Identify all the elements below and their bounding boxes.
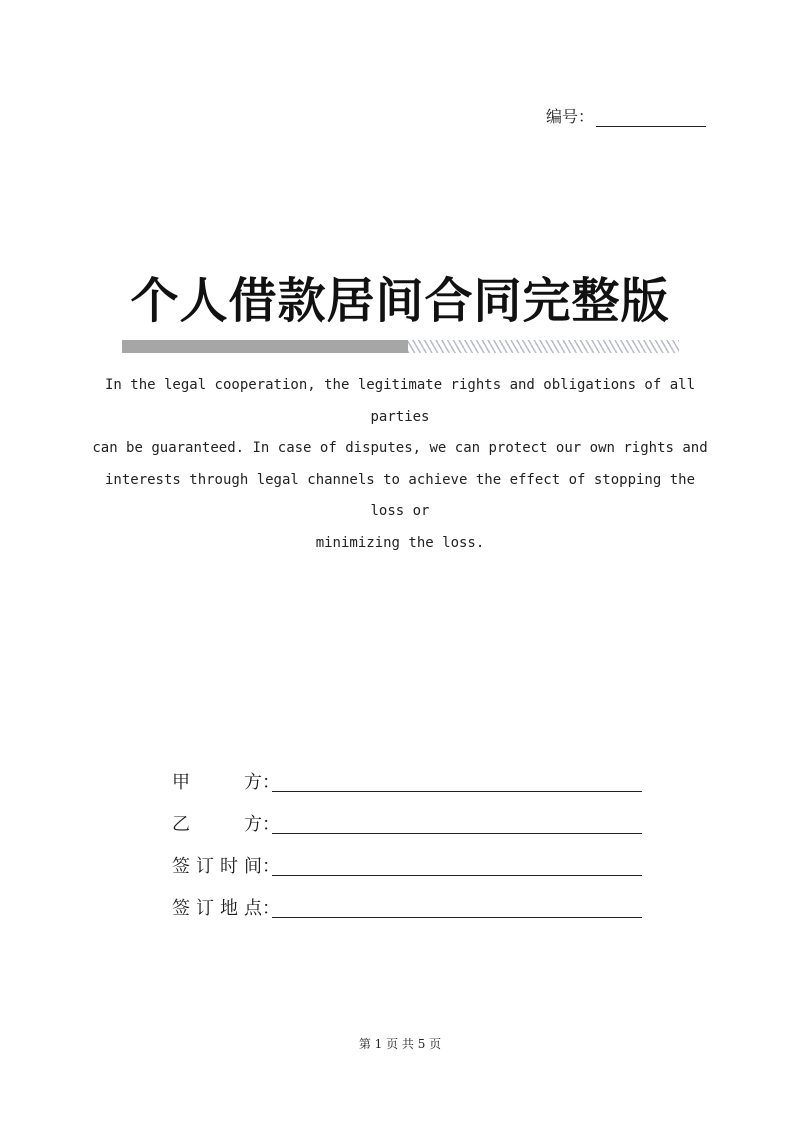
title-bar-hatch xyxy=(408,340,679,353)
signing-time-blank[interactable] xyxy=(272,853,642,876)
signing-time-colon: ： xyxy=(262,856,280,877)
party-b-colon: ： xyxy=(262,814,280,835)
page-number: 第 1 页 共 5 页 xyxy=(358,1037,442,1051)
signing-time-row xyxy=(172,836,642,878)
party-a-label: 甲 方 xyxy=(172,772,262,793)
intro-paragraph xyxy=(92,370,708,559)
party-a-colon: ： xyxy=(262,772,280,793)
party-b-row xyxy=(172,794,642,836)
intro-line: minimizing the loss. xyxy=(315,534,485,551)
intro-line: interests through legal channels to achieve the effect of stopping the loss or xyxy=(104,471,695,519)
signing-place-blank[interactable] xyxy=(272,895,642,918)
party-b-blank[interactable] xyxy=(272,811,642,834)
serial-number-label: 编号： xyxy=(546,107,595,126)
signing-place-row xyxy=(172,878,642,920)
signing-time-label: 签订时间 xyxy=(172,856,262,877)
document-title: 个人借款居间合同完整版 xyxy=(130,273,670,329)
title-decorative-bar xyxy=(122,340,679,353)
title-bar-solid xyxy=(122,340,408,353)
serial-number-field xyxy=(546,104,706,127)
party-a-blank[interactable] xyxy=(272,769,642,792)
parties-block xyxy=(172,752,642,920)
intro-line: In the legal cooperation, the legitimate rights and obligations of all parties xyxy=(104,377,695,425)
signing-place-label: 签订地点 xyxy=(172,898,262,919)
intro-line: can be guaranteed. In case of disputes, we can protect our own rights and xyxy=(92,440,708,456)
signing-place-colon: ： xyxy=(262,898,280,919)
serial-number-blank[interactable] xyxy=(596,106,706,127)
party-a-row xyxy=(172,752,642,794)
party-b-label: 乙 方 xyxy=(172,814,262,835)
